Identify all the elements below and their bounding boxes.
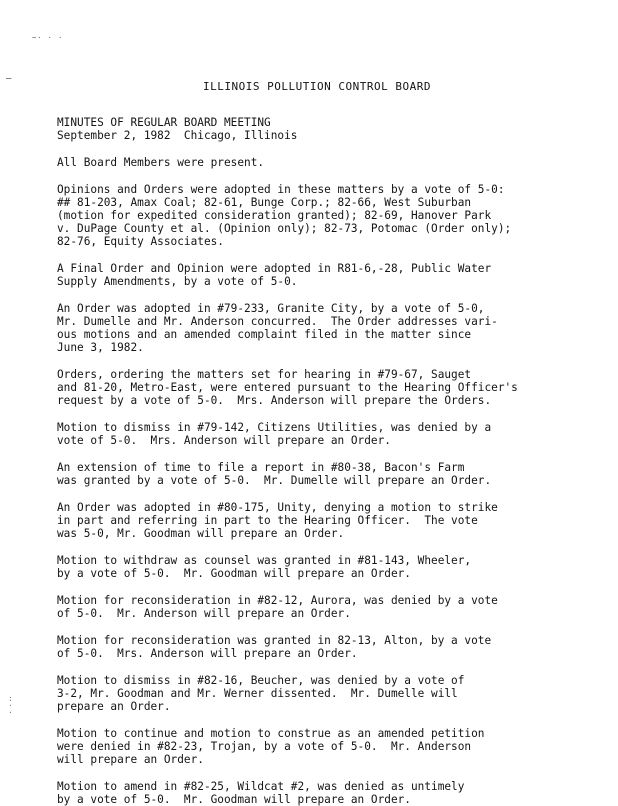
scan-mark-speck: : · · [8,694,13,717]
paragraph-line: (motion for expedited consideration granted); 82-69, Hanover Park [57,209,492,222]
document-title: ILLINOIS POLLUTION CONTROL BOARD [203,80,431,93]
meeting-header [57,116,602,142]
paragraph-line: Opinions and Orders were adopted in these matters by a vote of 5-0: [57,183,505,196]
paragraph-line: An Order was adopted in #79-233, Granite City, by a vote of 5-0, [57,302,485,315]
minutes-paragraph [57,368,602,407]
paragraph-line: All Board Members were present. [57,156,265,169]
paragraph-line: was 5-0, Mr. Goodman will prepare an Order. [57,527,345,540]
paragraph-line: v. DuPage County et al. (Opinion only); 82-73, Potomac (Order only); [57,222,512,235]
paragraph-line: An extension of time to file a report in #80-38, Bacon's Farm [57,461,465,474]
minutes-paragraph [57,594,602,620]
paragraph-line: Motion for reconsideration was granted in 82-13, Alton, by a vote [57,634,492,647]
paragraph-line: Motion to continue and motion to construe as an amended petition [57,727,485,740]
paragraph-line: Motion to withdraw as counsel was granted in #81-143, Wheeler, [57,554,472,567]
paragraph-line: Supply Amendments, by a vote of 5-0. [57,275,298,288]
paragraph-line: An Order was adopted in #80-175, Unity, denying a motion to strike [57,501,498,514]
paragraph-line: and 81-20, Metro-East, were entered pursuant to the Hearing Officer's [57,381,518,394]
paragraph-line: Orders, ordering the matters set for hearing in #79-67, Sauget [57,368,472,381]
paragraph-line: 82-76, Equity Associates. [57,235,224,248]
paragraph-line: A Final Order and Opinion were adopted in R81-6,-28, Public Water [57,262,492,275]
paragraph-line: June 3, 1982. [57,341,144,354]
paragraph-line: Motion to dismiss in #82-16, Beucher, was denied by a vote of [57,674,465,687]
paragraph-line: will prepare an Order. [57,753,204,766]
paragraph-line: was granted by a vote of 5-0. Mr. Dumelle will prepare an Order. [57,474,492,487]
minutes-paragraphs [57,156,602,806]
meeting-date-location: September 2, 1982 Chicago, Illinois [57,129,298,142]
paragraph-line: Motion for reconsideration in #82-12, Aurora, was denied by a vote [57,594,498,607]
paragraph-line: Motion to dismiss in #79-142, Citizens Utilities, was denied by a [57,421,492,434]
minutes-paragraph [57,156,602,169]
minutes-paragraph [57,727,602,766]
minutes-paragraph [57,501,602,540]
document-body [57,116,602,806]
paragraph-line: by a vote of 5-0. Mr. Goodman will prepare an Order. [57,567,411,580]
minutes-paragraph [57,461,602,487]
paragraph-line: in part and referring in part to the Hearing Officer. The vote [57,514,478,527]
minutes-paragraph [57,780,602,806]
paragraph-line: 3-2, Mr. Goodman and Mr. Werner dissented. Mr. Dumelle will [57,687,458,700]
paragraph-line: request by a vote of 5-0. Mrs. Anderson will prepare the Orders. [57,394,492,407]
paragraph-line: ous motions and an amended complaint filed in the matter since [57,328,472,341]
meeting-heading: MINUTES OF REGULAR BOARD MEETING [57,116,271,129]
minutes-paragraph [57,421,602,447]
minutes-paragraph [57,302,602,354]
paragraph-line: by a vote of 5-0. Mr. Goodman will prepare an Order. [57,793,411,806]
minutes-paragraph [57,183,602,248]
paragraph-line: ## 81-203, Amax Coal; 82-61, Bunge Corp.; 82-66, West Suburban [57,196,472,209]
minutes-paragraph [57,634,602,660]
paragraph-line: of 5-0. Mr. Anderson will prepare an Order. [57,607,351,620]
minutes-paragraph [57,554,602,580]
paragraph-line: vote of 5-0. Mrs. Anderson will prepare an Order. [57,434,391,447]
paragraph-line: of 5-0. Mrs. Anderson will prepare an Order. [57,647,358,660]
paragraph-line: Mr. Dumelle and Mr. Anderson concurred. The Order addresses vari- [57,315,498,328]
scan-mark-top: ~· · · [32,34,64,42]
paragraph-line: Motion to amend in #82-25, Wildcat #2, was denied as untimely [57,780,465,793]
paragraph-line: were denied in #82-23, Trojan, by a vote of 5-0. Mr. Anderson [57,740,472,753]
paragraph-line: prepare an Order. [57,700,171,713]
minutes-paragraph [57,674,602,713]
scan-mark-left: – [6,74,12,84]
minutes-paragraph [57,262,602,288]
